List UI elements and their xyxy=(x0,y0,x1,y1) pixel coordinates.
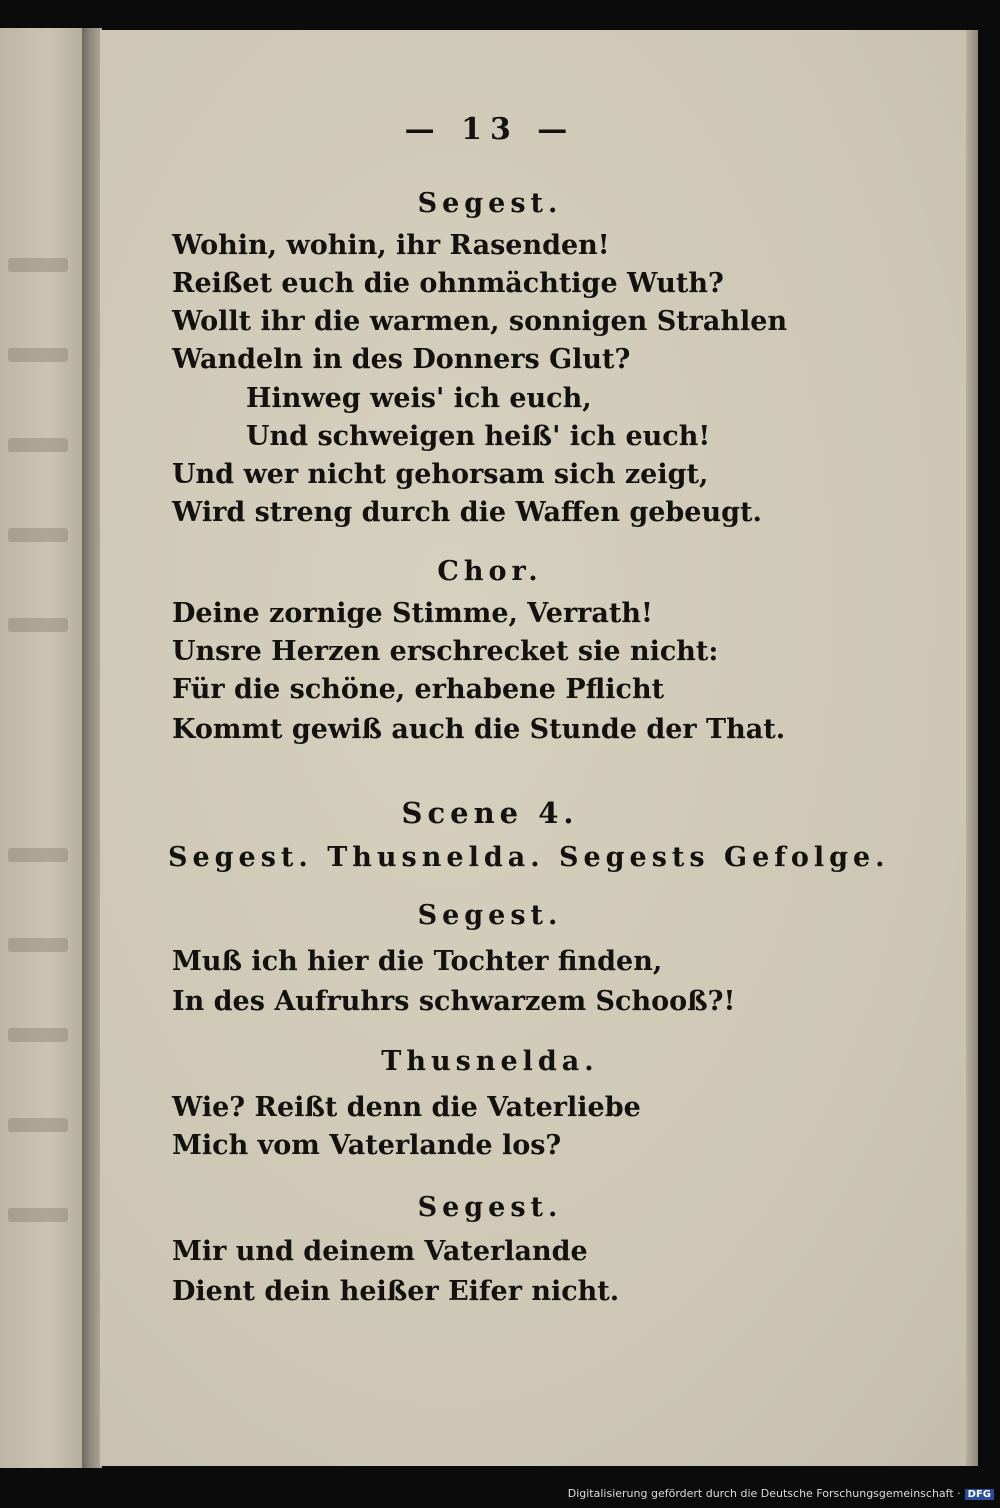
verse-line: Reißet euch die ohnmächtige Wuth? xyxy=(172,268,724,299)
show-through-mark xyxy=(8,528,68,542)
show-through-mark xyxy=(8,348,68,362)
verse-line: Unsre Herzen erschrecket sie nicht: xyxy=(172,636,719,667)
book-gutter xyxy=(82,28,102,1468)
verse-line: Wandeln in des Donners Glut? xyxy=(172,344,631,375)
verse-line: Wollt ihr die warmen, sonnigen Strahlen xyxy=(172,306,788,337)
speaker-name: Chor. xyxy=(437,556,543,587)
facing-page-edge xyxy=(0,28,82,1468)
verse-line: Mir und deinem Vaterlande xyxy=(172,1236,588,1267)
verse-line: Dient dein heißer Eifer nicht. xyxy=(172,1276,620,1307)
verse-line: Für die schöne, erhabene Pflicht xyxy=(172,674,665,705)
show-through-mark xyxy=(8,1028,68,1042)
show-through-mark xyxy=(8,258,68,272)
verse-line: Wohin, wohin, ihr Rasenden! xyxy=(172,230,610,261)
show-through-mark xyxy=(8,438,68,452)
verse-line: Wird streng durch die Waffen gebeugt. xyxy=(172,497,762,528)
show-through-mark xyxy=(8,938,68,952)
verse-line: Und schweigen heiß' ich euch! xyxy=(246,421,711,452)
verse-line: In des Aufruhrs schwarzem Schooß?! xyxy=(172,986,736,1017)
show-through-mark xyxy=(8,1118,68,1132)
page-number: — 13 — xyxy=(404,112,576,147)
digitization-footer xyxy=(568,1487,994,1500)
speaker-name: Segest. xyxy=(417,900,563,931)
stage-direction: Segest. Thusnelda. Segests Gefolge. xyxy=(168,842,890,873)
show-through-mark xyxy=(8,1208,68,1222)
speaker-name: Segest. xyxy=(417,188,563,219)
verse-line: Wie? Reißt denn die Vaterliebe xyxy=(172,1092,641,1123)
dfg-logo: DFG xyxy=(965,1489,994,1500)
speaker-name: Segest. xyxy=(417,1192,563,1223)
show-through-mark xyxy=(8,618,68,632)
footer-text: Digitalisierung gefördert durch die Deutsche Forschungsgemeinschaft · xyxy=(567,1487,961,1500)
verse-line: Deine zornige Stimme, Verrath! xyxy=(172,598,653,629)
verse-line: Und wer nicht gehorsam sich zeigt, xyxy=(172,459,709,490)
show-through-mark xyxy=(8,848,68,862)
verse-line: Kommt gewiß auch die Stunde der That. xyxy=(172,714,786,745)
verse-line: Hinweg weis' ich euch, xyxy=(246,383,592,414)
verse-line: Mich vom Vaterlande los? xyxy=(172,1130,562,1161)
page-edge xyxy=(966,30,978,1466)
speaker-name: Thusnelda. xyxy=(381,1046,599,1077)
scene-title: Scene 4. xyxy=(401,796,579,830)
verse-line: Muß ich hier die Tochter finden, xyxy=(172,946,663,977)
